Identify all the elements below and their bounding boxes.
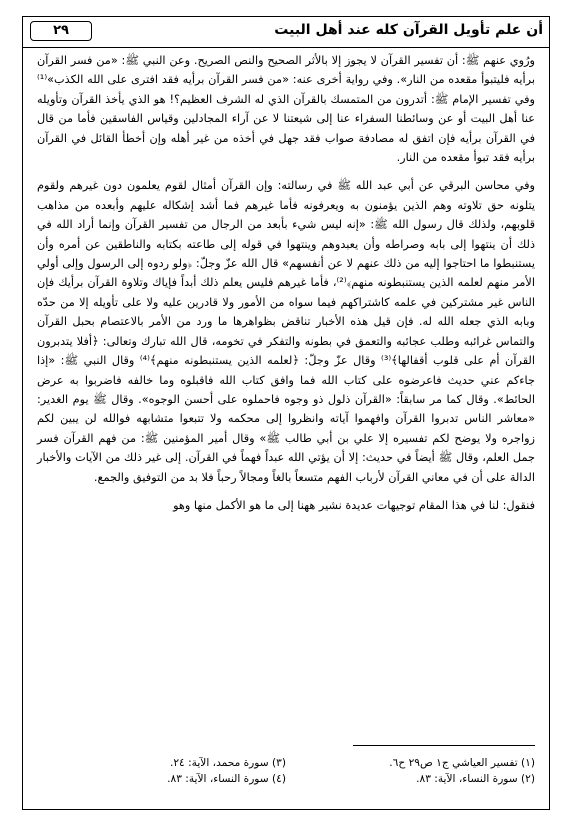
body-text [37, 51, 535, 515]
running-title: أن علم تأويل القرآن كله عند أهل البيت [274, 22, 543, 38]
footnote-3: (٣) سورة محمد، الآية: ٢٤. [169, 757, 286, 769]
paragraph-3: فنقول: لنا في هذا المقام توجيهات عديدة نشير ههنا إلى ما هو الأكمل منها وهو [173, 498, 535, 512]
footnotes [37, 755, 535, 787]
page-number: ٢٩ [30, 21, 92, 41]
footnote-1: (١) تفسير العياشي ج١ ص٢٩ ح٦. [389, 757, 535, 769]
footnote-4: (٤) سورة النساء، الآية: ٨٣. [167, 773, 286, 785]
paragraph-2: وفي محاسن البرقي عن أبي عبد الله ﷺ في رسالته: وإن القرآن أمثال لقوم يعلمون دون غيرهم ولقوم يتلونه حق تلاوته وهم الذين يؤمنون به ويعرفونه فأما غيرهم فما أشد إشكاله عليهم وأبعده من مذاهب قلوبهم، ولذلك قال رسول الله ﷺ: «إنه ليس شيء بأبعد من الرجال من تفسير القرآن وإنما أراد الله في ذلك أن ينتهوا إلى بابه وصراطه وأن يعبدوهم وينتهوا في قوله إلى طاعته بكتابه والناطقين عن أمره وأن يستنبطوا ما احتاجوا إليه من ذلك عنهم لا عن أنفسهم» قال الله عزّ وجلّ: ﴿ولو ردوه إلى الرسول وإلى أولي الأمر منهم لعلمه الذين يستنبطونه منهم﴾⁽²⁾، فأما غيرهم فليس يعلم ذلك أبداً فإياك وتلاوة القرآن برأيك فإن الناس غير مشتركين في علمه كاشتراكهم فيما سواه من الأمور ولا قادرين عليه ولا على تأويله إلا من حدّه وبابه الذي جعله الله له. فإن قيل هذه الأخبار تناقض بظواهرها ما ورد من الأمر بالاعتصام بحبل القرآن والتماس غرائبه وطلب عجائبه والتعمق في بطونه والتفكر في تخومه، قال الله تبارك وتعالى: ﴿أفلا يتدبرون القرآن أم على قلوب أقفالها﴾⁽³⁾ وقال عزّ وجلّ: ﴿لعلمه الذين يستنبطونه منهم﴾⁽⁴⁾ وقال النبي ﷺ: «إذا جاءكم عني حديث فاعرضوه على كتاب الله فما وافق كتاب الله فاقبلوه وما خالفه فاضربوا به عرض الحائط». وقال كما مر سابقاً: «القرآن ذلول ذو وجوه فاحملوه على أحسن الوجوه». وقال ﷺ يوم الغدير: «معاشر الناس تدبروا القرآن وافهموا آياته وانظروا إلى محكمه ولا تتبعوا متشابهه فوالله لن يبين لكم زواجره ولا يوضح لكم تفسيره إلا علي بن أبي طالب ﷺ» وقال أمير المؤمنين ﷺ: من فهم القرآن فسر جمل العلم، وقال ﷺ أيضاً في حديث: إلا أن يؤتي الله عبداً فهماً في القرآن. إلى غير ذلك من الآيات والأخبار الدالة على أن في معاني القرآن لأرباب الفهم متسعاً بالغاً ومجالاً رحباً فلا بد من التوفيق والجمع. [37, 179, 535, 484]
paragraph-1: ورُوي عنهم ﷺ: أن تفسير القرآن لا يجوز إلا بالأثر الصحيح والنص الصريح. وعن النبي ﷺ: «من فسر القرآن برأيه فليتبوأ مقعده من النار». وفي رواية أخرى عنه: «من فسر القرآن برأيه فقد افترى على الله الكذب»⁽¹⁾ وفي تفسير الإمام ﷺ: أتدرون من المتمسك بالقرآن الذي له الشرف العظيم؟! هو الذي يأخذ القرآن وتأويله عنا أهل البيت أو عن وسائطنا السفراء عنا إلى شيعتنا لا عن آراء المجادلين وقياس الفاسقين فأما من قال في القرآن برأيه فإن اتفق له مصادفة صواب فقد جهل في أخذه من غير أهله وإن أخطأ القائل في القرآن برأيه فقد تبوأ مقعده من النار. [37, 54, 535, 165]
footnote-2: (٢) سورة النساء، الآية: ٨٣. [416, 773, 535, 785]
page-header [23, 17, 549, 48]
page-frame [22, 16, 550, 810]
footnote-rule [353, 745, 535, 746]
